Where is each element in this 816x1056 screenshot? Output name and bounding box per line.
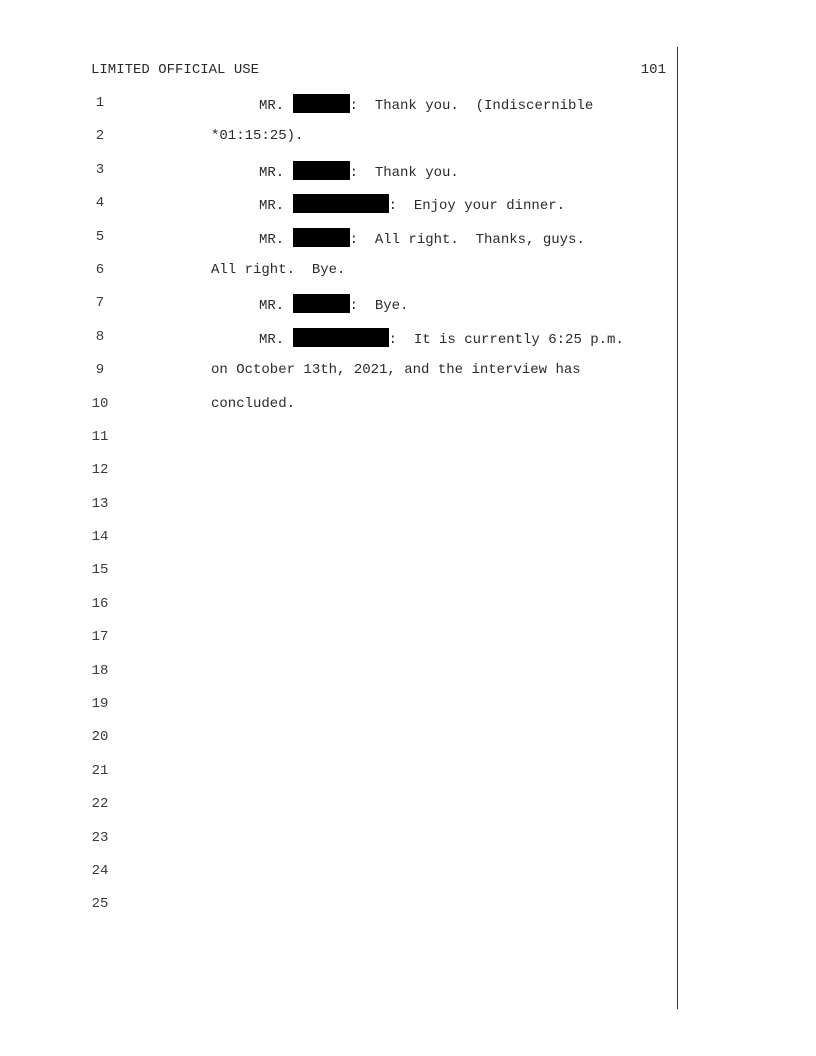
redaction-block [293,328,389,347]
transcript-line [0,795,816,828]
transcript-line [0,94,816,127]
line-text [259,194,565,215]
transcript-line [0,361,816,394]
redaction-block [293,228,350,247]
line-number: 14 [91,529,109,546]
line-number: 22 [91,796,109,813]
speech-text: : Thank you. [349,164,459,181]
line-number: 16 [91,595,109,612]
transcript-line [0,561,816,594]
redaction-block [293,94,350,113]
line-number: 9 [95,362,105,379]
speaker-prefix: MR. [259,164,293,181]
speech-text: : Thank you. (Indiscernible [349,98,594,114]
transcript-line [0,829,816,862]
speaker-prefix: MR. [259,231,293,248]
line-text [259,328,624,349]
line-text [259,228,585,249]
transcript-line [0,595,816,628]
line-text: on October 13th, 2021, and the interview has [211,362,581,379]
line-number: 6 [95,261,105,278]
line-number: 12 [91,462,109,479]
transcript-line [0,695,816,728]
line-text: *01:15:25). [211,128,304,145]
redaction-block [293,194,389,213]
line-number: 20 [91,729,109,746]
line-number: 19 [91,696,109,713]
transcript-line [0,261,816,294]
line-number: 13 [91,495,109,512]
line-number: 17 [91,629,109,646]
page-number: 101 [640,62,666,78]
transcript-line [0,328,816,361]
transcript-line [0,194,816,227]
line-text: concluded. [211,395,296,412]
transcript-line [0,728,816,761]
speaker-prefix: MR. [259,98,293,114]
redaction-block [293,161,350,180]
transcript-line [0,762,816,795]
classification-header: LIMITED OFFICIAL USE [91,62,260,78]
line-number: 24 [91,862,109,879]
speech-text: : Enjoy your dinner. [388,198,566,215]
line-text [259,161,459,182]
line-text [259,294,408,315]
transcript-line [0,461,816,494]
transcript-line [0,495,816,528]
line-number: 7 [95,295,105,312]
transcript-line [0,528,816,561]
transcript-line [0,662,816,695]
transcript-line [0,895,816,928]
speaker-prefix: MR. [259,331,293,348]
redaction-block [293,294,350,313]
line-number: 15 [91,562,109,579]
line-number: 18 [91,662,109,679]
transcript-line [0,395,816,428]
line-number: 23 [91,829,109,846]
line-text [259,94,593,115]
transcript-line [0,228,816,261]
speaker-prefix: MR. [259,198,293,215]
line-number: 4 [95,195,105,212]
line-number: 25 [91,896,109,913]
transcript-lines [0,94,816,929]
line-number: 21 [91,762,109,779]
speech-text: : It is currently 6:25 p.m. [388,331,624,348]
line-number: 5 [95,228,105,245]
speaker-prefix: MR. [259,298,293,315]
speech-text: : Bye. [349,298,409,315]
transcript-line [0,862,816,895]
line-text: All right. Bye. [211,261,346,278]
transcript-line [0,161,816,194]
line-number: 10 [91,395,109,412]
line-number: 8 [95,328,105,345]
line-number: 2 [95,128,105,145]
speech-text: : All right. Thanks, guys. [349,231,585,248]
transcript-line [0,428,816,461]
transcript-line [0,294,816,327]
transcript-line [0,127,816,160]
line-number: 11 [91,428,109,445]
line-number: 3 [95,161,105,178]
line-number: 1 [95,95,105,111]
transcript-line [0,628,816,661]
